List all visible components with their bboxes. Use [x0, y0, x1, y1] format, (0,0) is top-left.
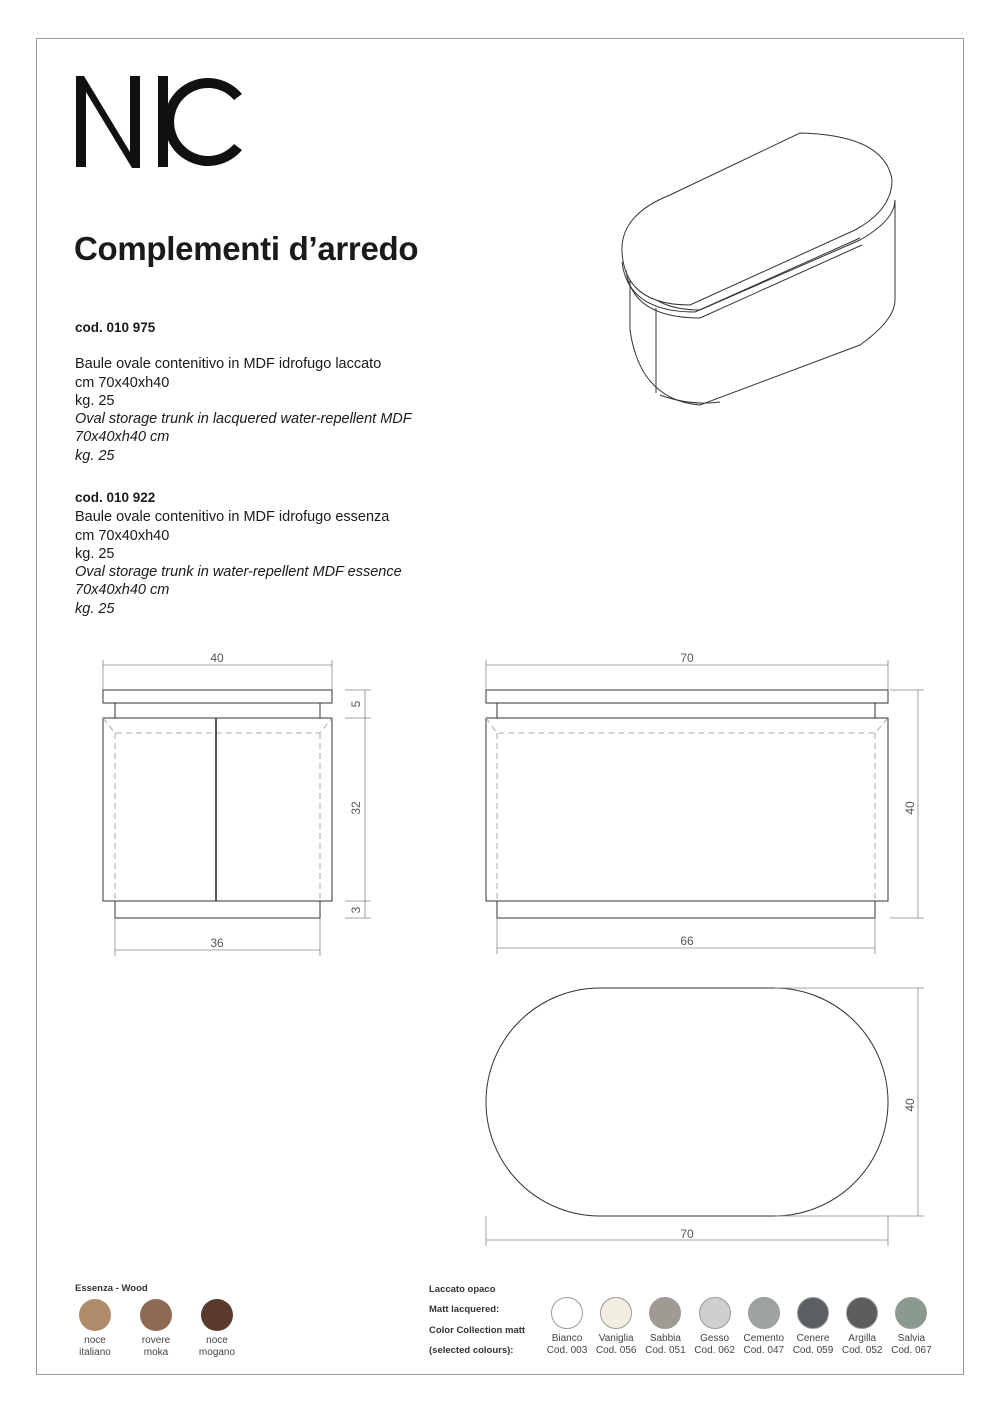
wood-name-2: mogano	[198, 1346, 236, 1358]
lacquer-swatch-sabbia[interactable]	[641, 1297, 689, 1356]
dims-en: 70x40xh40 cm	[75, 582, 170, 599]
dims-en: 70x40xh40 cm	[75, 429, 170, 446]
wood-heading: Essenza - Wood	[75, 1283, 148, 1294]
lacquer-swatch-bianco[interactable]	[543, 1297, 591, 1356]
lacquer-color-name: Cenere	[796, 1333, 830, 1344]
dims-it: cm 70x40xh40	[75, 527, 170, 544]
lacquer-color-dot	[846, 1297, 878, 1329]
lacquer-color-name: Bianco	[551, 1333, 583, 1344]
lacquer-color-name: Gesso	[700, 1333, 730, 1344]
lacquer-swatch-cemento[interactable]	[740, 1297, 788, 1356]
desc-en: Oval storage trunk in water-repellent MDF essence	[75, 564, 402, 581]
product-code: cod. 010 922	[75, 490, 156, 505]
lacquer-color-dot	[748, 1297, 780, 1329]
side-view	[103, 690, 332, 918]
lacquer-color-name: Salvia	[897, 1333, 926, 1344]
lacquer-color-dot	[600, 1297, 632, 1329]
lacquer-color-name: Cemento	[743, 1333, 785, 1344]
dim-front-width: 70	[680, 651, 694, 665]
dim-top-part: 5	[349, 700, 363, 708]
desc-it: Baule ovale contenitivo in MDF idrofugo laccato	[75, 356, 382, 373]
lacquer-swatch-salvia[interactable]	[887, 1297, 935, 1356]
lacquer-color-code: Cod. 052	[841, 1344, 883, 1356]
dim-plan-depth: 40	[903, 1098, 917, 1112]
wood-name-2: moka	[143, 1346, 169, 1358]
wood-color-dot	[201, 1299, 233, 1331]
wood-color-dot	[79, 1299, 111, 1331]
wood-color-dot	[140, 1299, 172, 1331]
front-dimensions	[486, 660, 924, 954]
dim-side-base: 36	[210, 936, 224, 950]
desc-it: Baule ovale contenitivo in MDF idrofugo essenza	[75, 509, 390, 526]
lacquer-color-code: Cod. 062	[694, 1344, 735, 1356]
lacquer-color-code: Cod. 047	[743, 1344, 785, 1356]
dim-front-base: 66	[680, 934, 694, 948]
dims-it: cm 70x40xh40	[75, 374, 170, 391]
trunk-perspective	[622, 133, 895, 405]
lacquer-color-code: Cod. 051	[645, 1344, 686, 1356]
lacquer-color-code: Cod. 059	[792, 1344, 834, 1356]
lacquer-selected: (selected colours):	[429, 1345, 514, 1356]
dim-side-width: 40	[210, 651, 224, 665]
wood-name: rovere	[141, 1335, 171, 1346]
dim-plan-width: 70	[680, 1227, 694, 1241]
weight-it: kg. 25	[75, 545, 115, 562]
lacquer-color-name: Vaniglia	[598, 1333, 634, 1344]
side-dimensions	[103, 660, 371, 956]
lacquer-collection: Color Collection matt	[429, 1325, 526, 1336]
wood-swatch-rovere-moka[interactable]	[133, 1299, 179, 1358]
lacquer-color-dot	[797, 1297, 829, 1329]
lacquer-color-code: Cod. 056	[595, 1344, 637, 1356]
dim-body: 32	[349, 801, 363, 815]
lacquer-color-dot	[551, 1297, 583, 1329]
lacquer-swatch-gesso[interactable]	[691, 1297, 739, 1356]
weight-en: kg. 25	[75, 447, 115, 464]
plan-view	[486, 988, 888, 1216]
lacquer-swatch-vaniglia[interactable]	[592, 1297, 640, 1356]
lacquer-swatch-cenere[interactable]	[789, 1297, 837, 1356]
desc-en: Oval storage trunk in lacquered water-repellent MDF	[75, 411, 412, 428]
weight-en: kg. 25	[75, 600, 115, 617]
page-title: Complementi d’arredo	[74, 230, 419, 267]
wood-swatch-noce-mogano[interactable]	[194, 1299, 240, 1358]
dim-bottom-part: 3	[349, 906, 363, 914]
lacquer-color-name: Sabbia	[649, 1333, 681, 1344]
product-code: cod. 010 975	[75, 320, 156, 335]
wood-name-2: italiano	[79, 1346, 111, 1358]
lacquer-color-dot	[699, 1297, 731, 1329]
lacquer-color-code: Cod. 067	[891, 1344, 932, 1356]
lacquer-swatch-argilla[interactable]	[838, 1297, 886, 1356]
lacquer-color-code: Cod. 003	[546, 1344, 588, 1356]
wood-swatch-noce-italiano[interactable]	[72, 1299, 118, 1358]
lacquer-heading-it: Laccato opaco	[429, 1284, 496, 1295]
wood-name: noce	[206, 1335, 228, 1346]
lacquer-heading-en: Matt lacquered:	[429, 1304, 500, 1315]
lacquer-color-name: Argilla	[848, 1333, 877, 1344]
wood-name: noce	[84, 1335, 106, 1346]
front-view	[486, 690, 888, 918]
lacquer-color-dot	[649, 1297, 681, 1329]
lacquer-color-dot	[895, 1297, 927, 1329]
weight-it: kg. 25	[75, 392, 115, 409]
dim-front-height: 40	[903, 801, 917, 815]
